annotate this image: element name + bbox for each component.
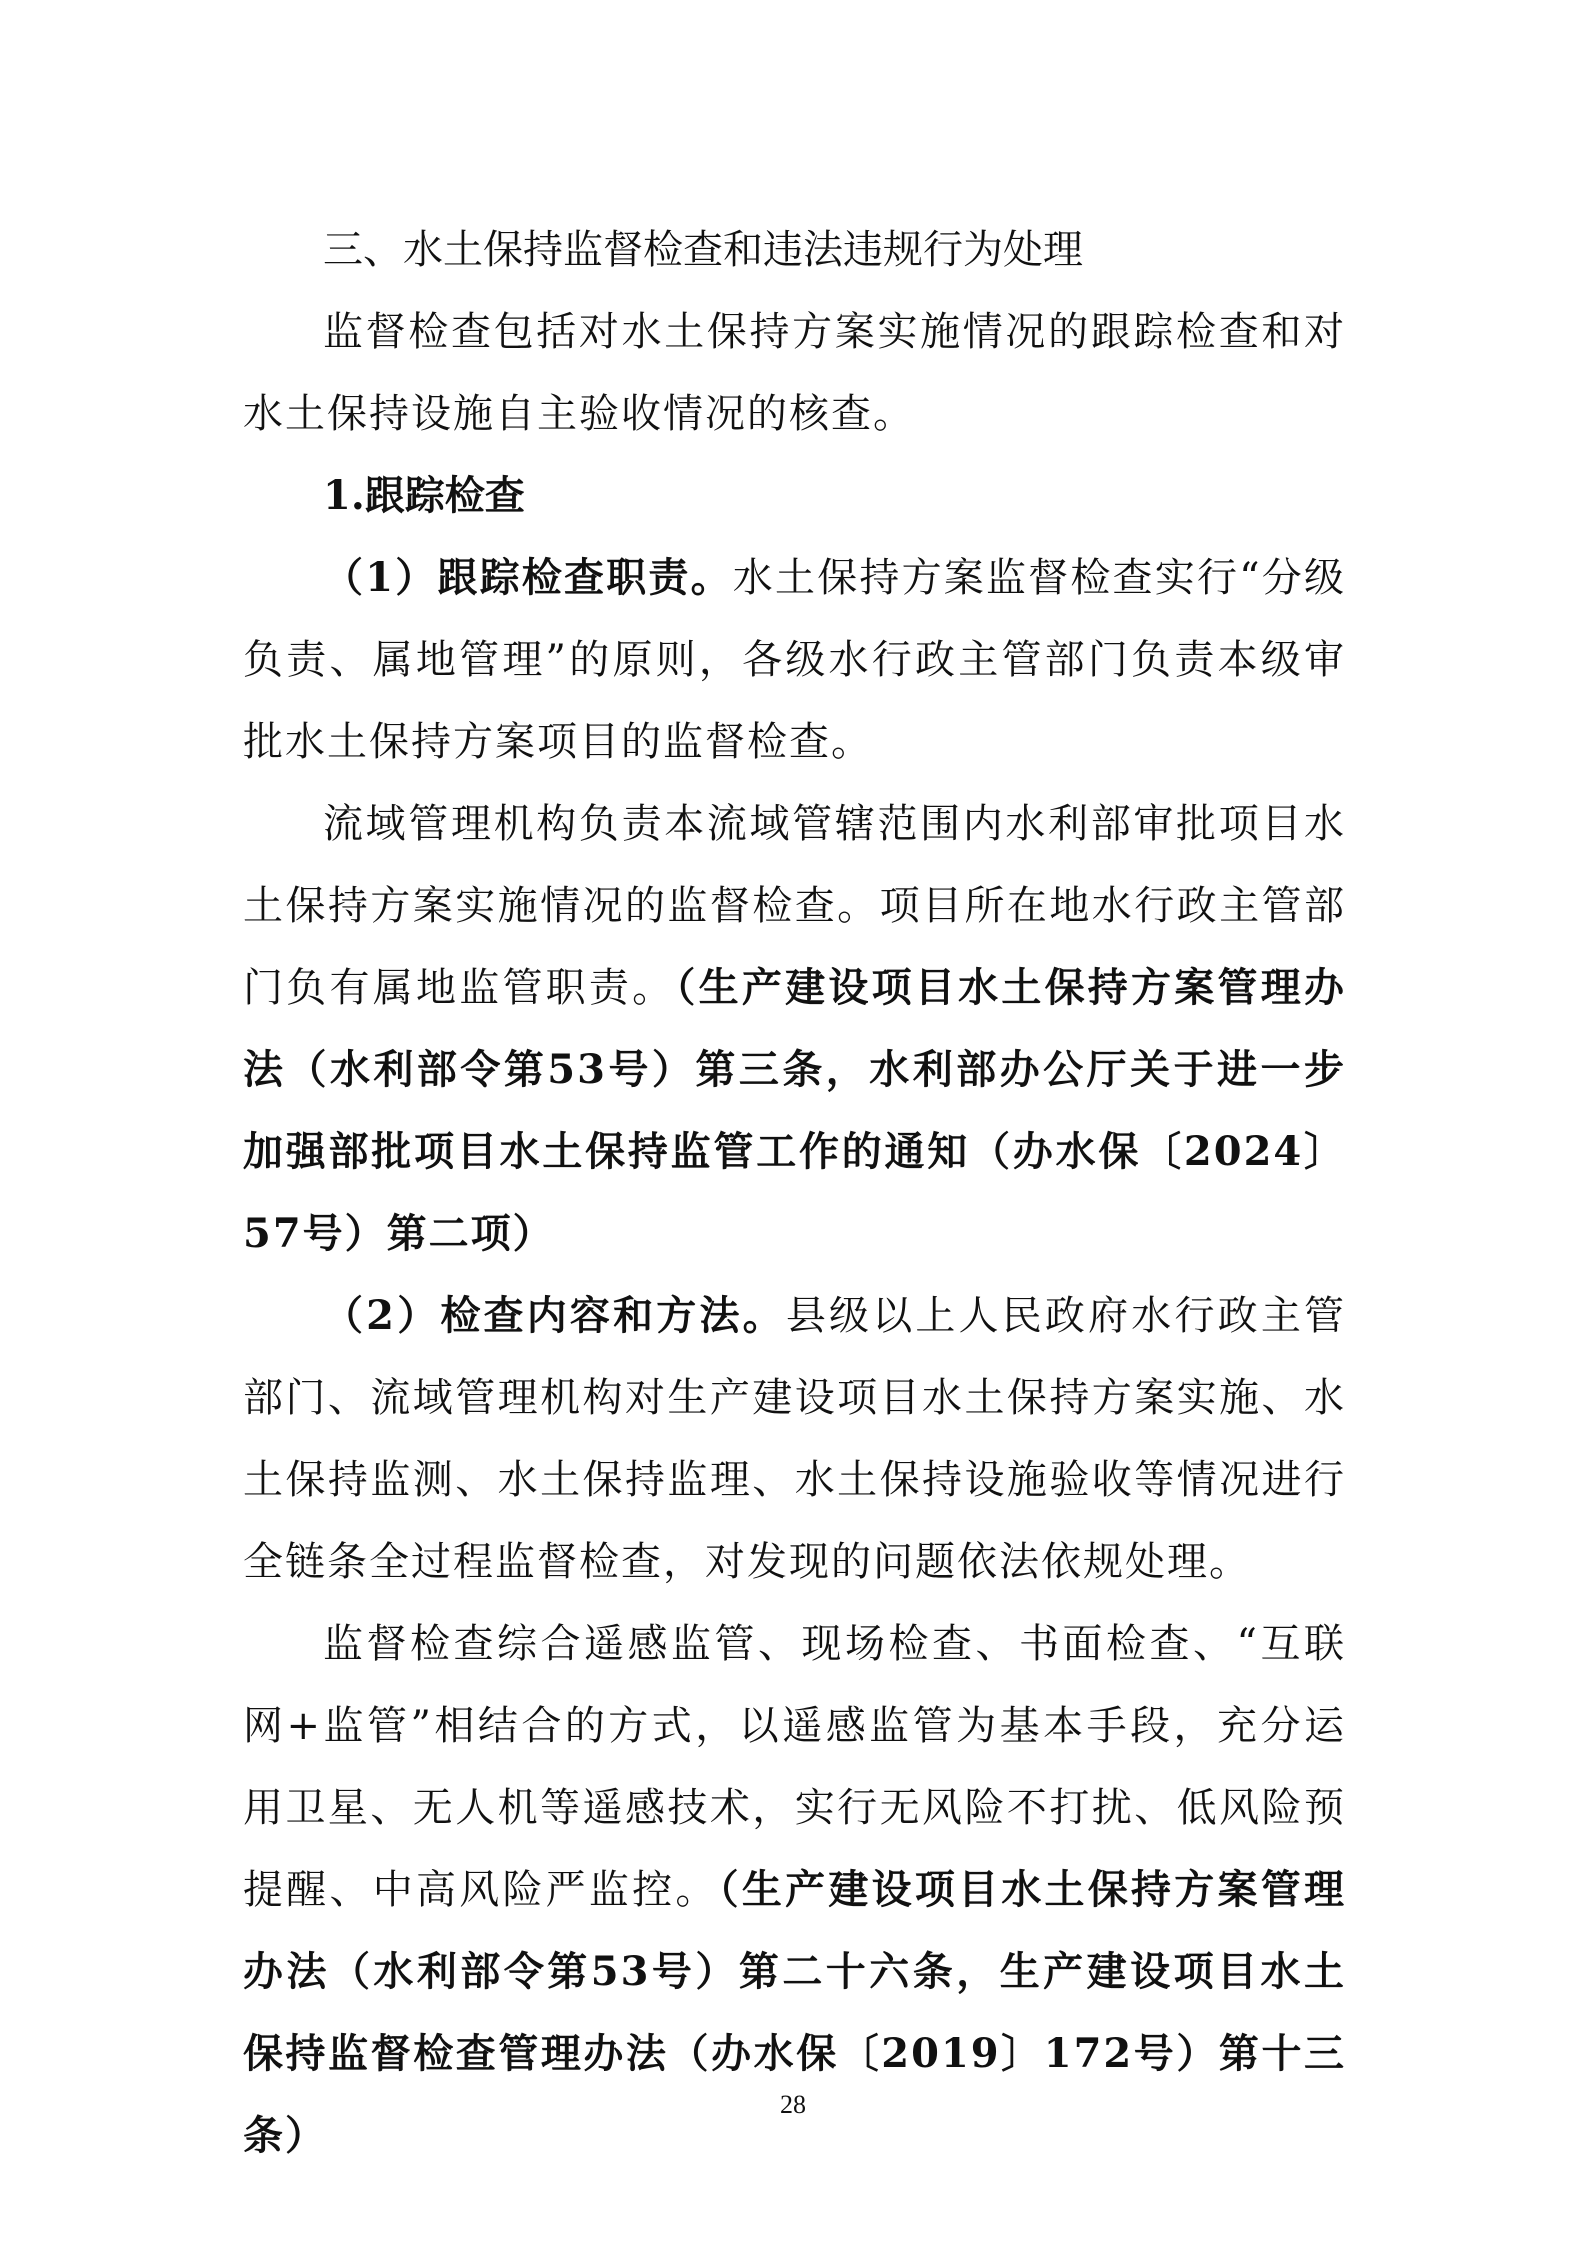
section-heading: 三、水土保持监督检查和违法违规行为处理 [323,227,1083,273]
subsection-heading: 1.跟踪检查 [323,472,525,519]
intro-paragraph: 监督检查包括对水土保持方案实施情况的跟踪检查和对水土保持设施自主验收情况的核查。 [243,309,1346,437]
para2-paragraph [243,783,1346,1275]
item2-text: 县级以上人民政府水行政主管部门、流域管理机构对生产建设项目水土保持方案实施、水土保持监测、水土保持监理、水土保持设施验收等情况进行全链条全过程监督检查，对发现的问题依法依规处理。 [243,1293,1346,1585]
para3-text: 监督检查综合遥感监管、现场检查、书面检查、“互联网+监管”相结合的方式，以遥感监管为基本手段，充分运用卫星、无人机等遥感技术，实行无风险不打扰、低风险预提醒、中高风险严监控。 [243,1621,1346,1913]
item1-text: 水土保持方案监督检查实行“分级负责、属地管理”的原则，各级水行政主管部门负责本级审批水土保持方案项目的监督检查。 [243,555,1346,765]
item1-lead: （1）跟踪检查职责。 [323,554,733,601]
item1-paragraph [243,537,1346,783]
document-body [243,209,1346,2177]
page-number: 28 [780,2090,806,2119]
item2-lead: （2）检查内容和方法。 [323,1292,786,1339]
item2-paragraph [243,1275,1346,1603]
para3-reference: （生产建设项目水土保持方案管理办法（水利部令第53号）第二十六条，生产建设项目水土保持监督检查管理办法（办水保〔2019〕172号）第十三条） [243,1866,1347,2159]
para2-text: 流域管理机构负责本流域管辖范围内水利部审批项目水土保持方案实施情况的监督检查。项目所在地水行政主管部门负有属地监管职责。 [243,801,1346,1011]
para2-reference: （生产建设项目水土保持方案管理办法（水利部令第53号）第三条，水利部办公厅关于进一步加强部批项目水土保持监管工作的通知（办水保〔2024〕57号）第二项） [243,964,1347,1257]
